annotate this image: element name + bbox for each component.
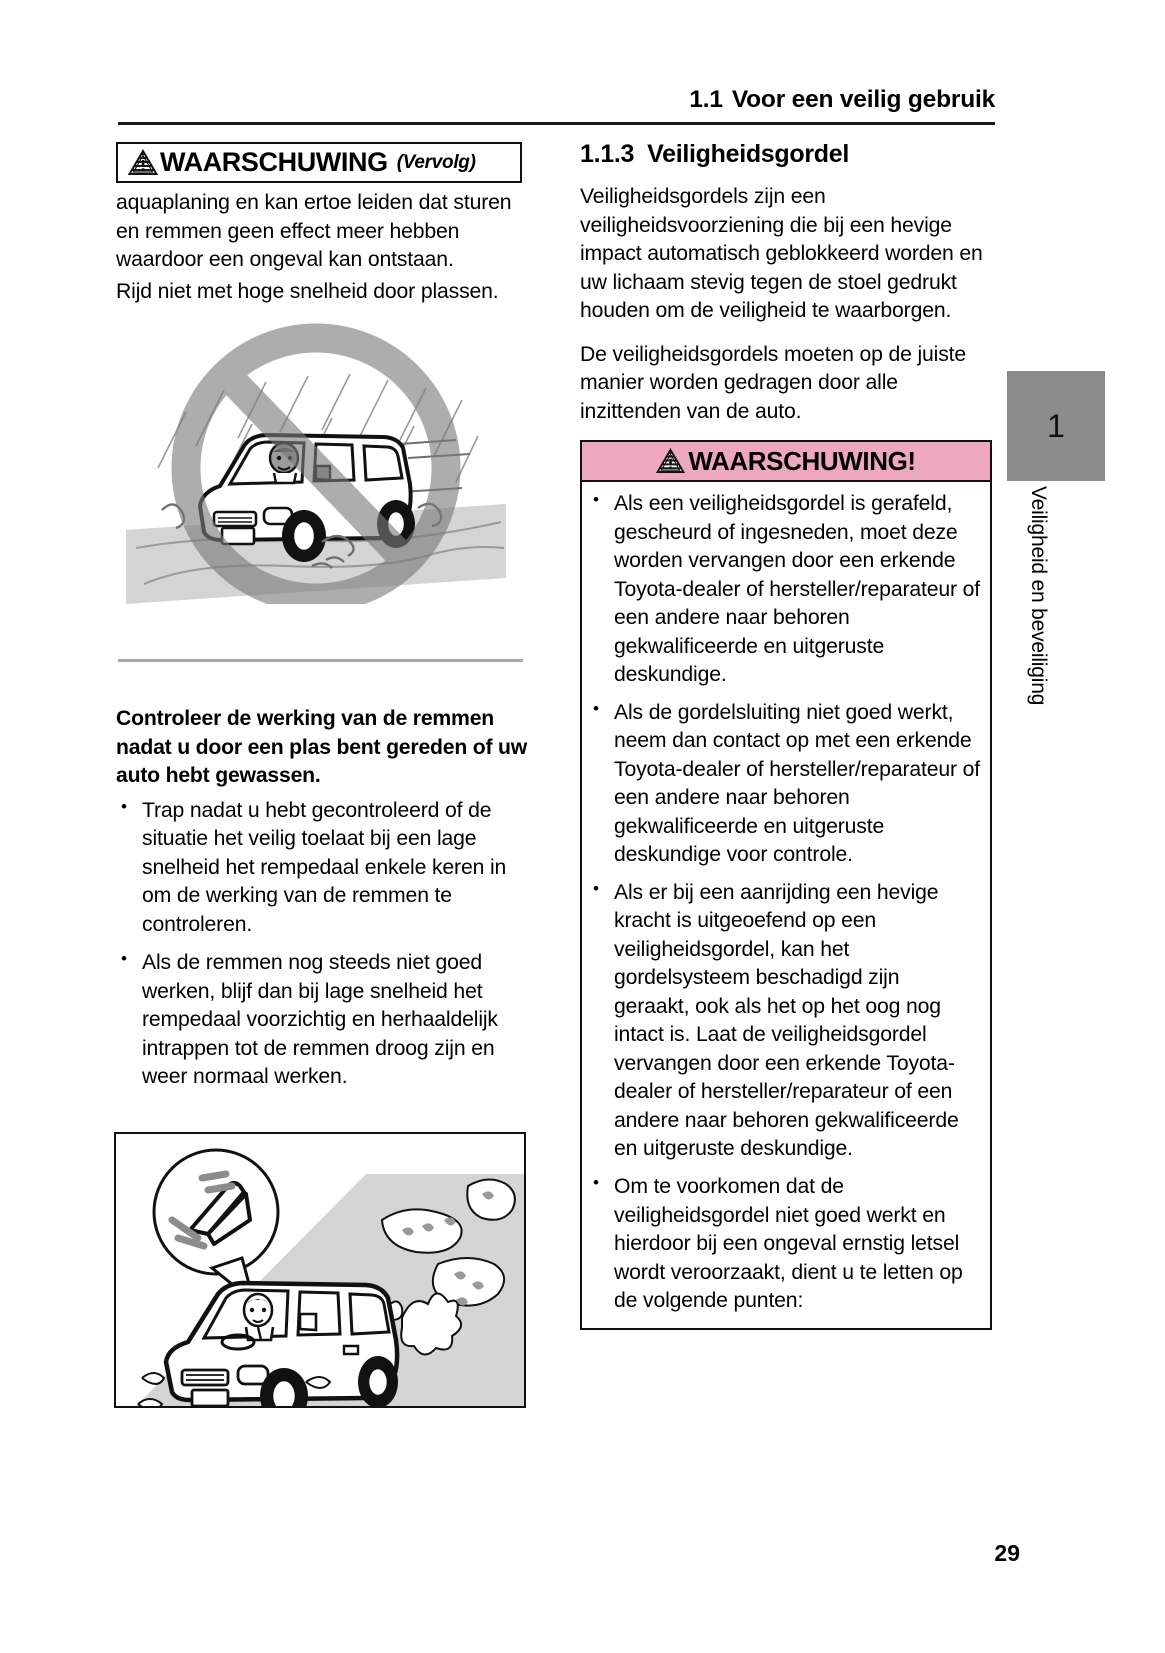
section-heading-title: Veiligheidsgordel: [647, 140, 850, 168]
list-item: • Als er bij een aanrijding een hevige kracht is uitgeoefend op een veiligheidsgordel, kan het gordelsysteem beschadigd zijn geraakt, ook als het op het oog nog intact is. Laat de veiligheidsgordel vervangen door een erkende Toyota-dealer of hersteller/reparateur of een andere naar behoren gekwalificeerde en uitgeruste deskundige.: [588, 879, 980, 1164]
warning-continued-paragraph-2: Rijd niet met hoge snelheid door plassen.: [116, 279, 499, 303]
seatbelt-paragraph-1: Veiligheidsgordels zijn een veiligheidsvoorziening die bij een hevige impact automatisch geblokkeerd worden en uw lichaam stevig tegen de stoel gedrukt houden om de veiligheid te waarborgen.: [580, 185, 983, 323]
running-header-title: Voor een veilig gebruik: [731, 86, 995, 113]
right-column: [580, 140, 995, 1330]
list-item: • Als de gordelsluiting niet goed werkt, neem dan contact op met een erkende Toyota-dealer of hersteller/reparateur of een andere naar behoren gekwalificeerde en uitgeruste deskundige voor controle.: [588, 699, 980, 870]
section-heading-number: 1.1.3: [580, 140, 635, 168]
header-rule: [118, 122, 995, 125]
chapter-tab-label: Veiligheid en beveiliging: [1027, 486, 1050, 706]
warning-bullet-list: [588, 490, 980, 1315]
warning-triangle-icon: [128, 149, 158, 176]
warning-continued-suffix: (Vervolg): [396, 151, 476, 173]
warning-box-header: [582, 442, 990, 482]
warning-continued-title: WAARSCHUWING: [160, 147, 388, 177]
list-item: • Als de remmen nog steeds niet goed werken, blijf dan bij lage snelheid het rempedaal voorzichtig en herhaaldelijk intrappen tot de remmen droog zijn en weer normaal werken.: [116, 949, 528, 1092]
brake-check-bullet-list: [116, 797, 528, 1092]
section-divider-rule: [118, 659, 523, 662]
warning-box-body: [582, 482, 990, 1327]
warning-continued-paragraph-1: aquaplaning en kan ertoe leiden dat sturen en remmen geen effect meer hebben waardoor een ongeval kan ontstaan.: [116, 191, 512, 272]
brake-check-subheading: Controleer de werking van de remmen nadat u door een plas bent gereden of uw auto hebt gewassen.: [116, 707, 528, 788]
page-title: [580, 140, 995, 169]
chapter-tab-number: [1007, 371, 1105, 481]
page-number: 29: [994, 1540, 1020, 1566]
seatbelt-paragraph-2: De veiligheidsgordels moeten op de juiste manier worden gedragen door alle inzittenden van de auto.: [580, 342, 967, 423]
chapter-tab-number-text: 1: [1047, 407, 1065, 444]
left-column: [116, 142, 528, 604]
running-header: [118, 86, 995, 114]
warning-box-title: WAARSCHUWING!: [688, 446, 916, 477]
warning-continued-box: [116, 142, 522, 183]
list-item: • Als een veiligheidsgordel is gerafeld, gescheurd of ingesneden, moet deze worden vervangen door een erkende Toyota-dealer of hersteller/reparateur of een andere naar behoren gekwalificeerde en uitgeruste deskundige.: [588, 490, 980, 690]
list-item: • Om te voorkomen dat de veiligheidsgordel niet goed werkt en hierdoor bij een ongeval ernstig letsel wordt veroorzaakt, dient u te letten op de volgende punten:: [588, 1173, 980, 1316]
brake-pedal-test-illustration: [114, 1132, 526, 1408]
running-header-number: 1.1: [689, 86, 723, 113]
list-item: • Trap nadat u hebt gecontroleerd of de situatie het veilig toelaat bij een lage snelheid het rempedaal enkele keren in om de werking van de remmen te controleren.: [116, 797, 528, 940]
warning-triangle-icon: [656, 448, 685, 474]
warning-box: [580, 440, 992, 1329]
left-column-lower: [116, 705, 528, 1102]
car-hydroplaning-prohibited-illustration: [126, 316, 506, 604]
